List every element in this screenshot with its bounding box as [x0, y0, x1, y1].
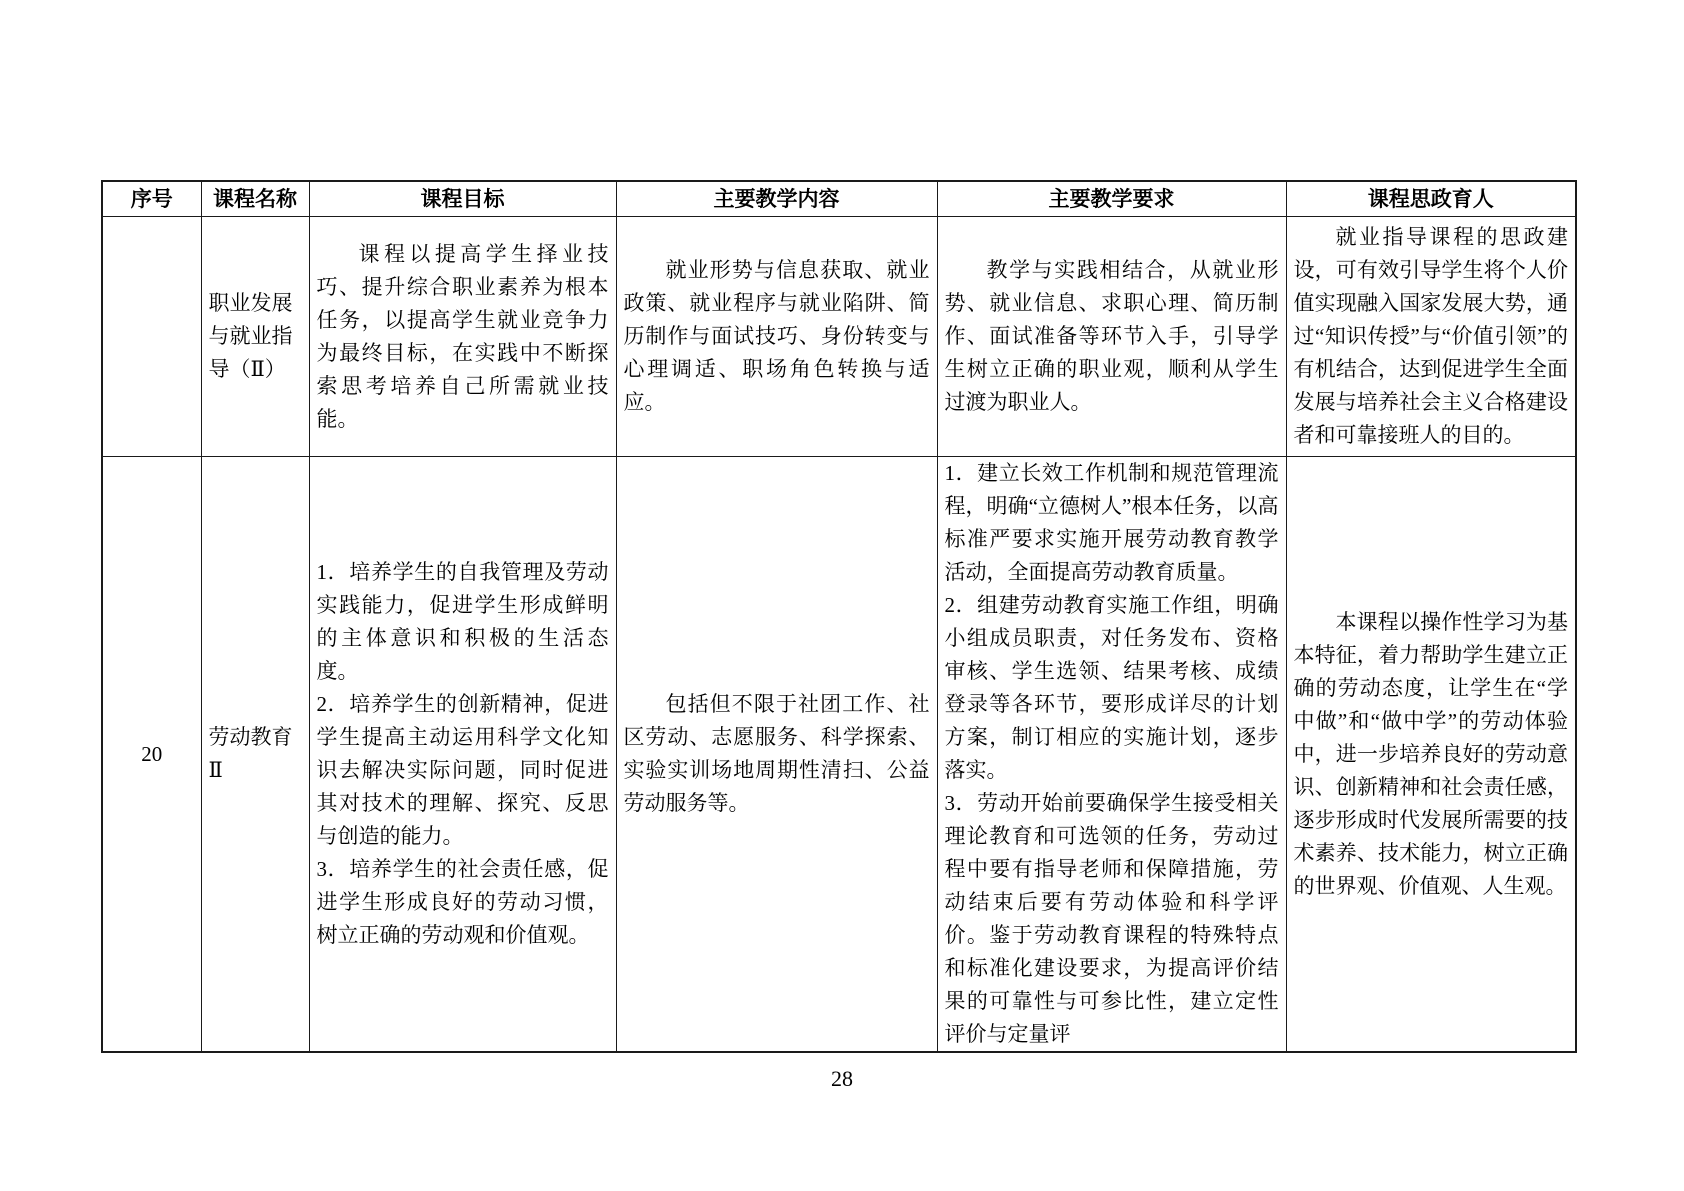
paragraph: 本课程以操作性学习为基本特征，着力帮助学生建立正确的劳动态度，让学生在“学中做”和“做中学”的劳动体验中，进一步培养良好的劳动意识、创新精神和社会责任感，逐步形成时代发展所需要的技术素养、技术能力，树立正确的世界观、价值观、人生观。: [1293, 609, 1568, 898]
paragraph: 就业形势与信息获取、就业政策、就业程序与就业陷阱、简历制作与面试技巧、身份转变与心理调适、职场角色转换与适应。: [623, 258, 930, 414]
column-header: 课程名称: [201, 181, 309, 217]
column-header: 主要教学要求: [937, 181, 1286, 217]
paragraph: 1．建立长效工作机制和规范管理流程，明确“立德树人”根本任务，以高标准严要求实施开展劳动教育教学活动，全面提高劳动教育质量。: [944, 461, 1279, 584]
cell-course-name: 职业发展与就业指导（Ⅱ）: [201, 217, 309, 457]
table-header-row: [102, 181, 1576, 217]
paragraph: 3．劳动开始前要确保学生接受相关理论教育和可选领的任务，劳动过程中要有指导老师和保障措施，劳动结束后要有劳动体验和科学评价。鉴于劳动教育课程的特殊特点和标准化建设要求，为提高评价结果的可靠性与可参比性，建立定性评价与定量评: [944, 791, 1279, 1046]
column-header: 序号: [102, 181, 201, 217]
cell-course-objectives: [309, 217, 616, 457]
column-header: 主要教学内容: [616, 181, 937, 217]
cell-serial-number: 20: [102, 457, 201, 1053]
cell-ideology-education: [1286, 217, 1576, 457]
cell-serial-number: [102, 217, 201, 457]
paragraph: 就业指导课程的思政建设，可有效引导学生将个人价值实现融入国家发展大势，通过“知识传授”与“价值引领”的有机结合，达到促进学生全面发展与培养社会主义合格建设者和可靠接班人的目的。: [1293, 225, 1568, 447]
paragraph: 2．组建劳动教育实施工作组，明确小组成员职责，对任务发布、资格审核、学生选领、结果考核、成绩登录等各环节，要形成详尽的计划方案，制订相应的实施计划，逐步落实。: [944, 593, 1279, 782]
cell-course-name: 劳动教育Ⅱ: [201, 457, 309, 1053]
column-header: 课程思政育人: [1286, 181, 1576, 217]
paragraph: 课程以提高学生择业技巧、提升综合职业素养为根本任务，以提高学生就业竞争力为最终目标，在实践中不断探索思考培养自己所需就业技能。: [316, 241, 609, 431]
cell-teaching-requirements: [937, 217, 1286, 457]
paragraph: 包括但不限于社团工作、社区劳动、志愿服务、科学探索、实验实训场地周期性清扫、公益劳动服务等。: [623, 692, 930, 815]
cell-ideology-education: [1286, 457, 1576, 1053]
cell-teaching-content: [616, 217, 937, 457]
page-number: 28: [831, 1066, 853, 1091]
cell-course-objectives: [309, 457, 616, 1053]
column-header: 课程目标: [309, 181, 616, 217]
course-table: [101, 180, 1577, 1053]
cell-teaching-requirements: [937, 457, 1286, 1053]
table-row: [102, 457, 1576, 1053]
cell-teaching-content: [616, 457, 937, 1053]
paragraph: 3．培养学生的社会责任感，促进学生形成良好的劳动习惯，树立正确的劳动观和价值观。: [316, 857, 609, 947]
paragraph: 1．培养学生的自我管理及劳动实践能力，促进学生形成鲜明的主体意识和积极的生活态度。: [316, 560, 609, 683]
table-body: [102, 217, 1576, 1053]
paragraph: 2．培养学生的创新精神，促进学生提高主动运用科学文化知识去解决实际问题，同时促进其对技术的理解、探究、反思与创造的能力。: [316, 692, 609, 848]
table-row: [102, 217, 1576, 457]
paragraph: 教学与实践相结合，从就业形势、就业信息、求职心理、简历制作、面试准备等环节入手，引导学生树立正确的职业观，顺利从学生过渡为职业人。: [944, 258, 1279, 414]
